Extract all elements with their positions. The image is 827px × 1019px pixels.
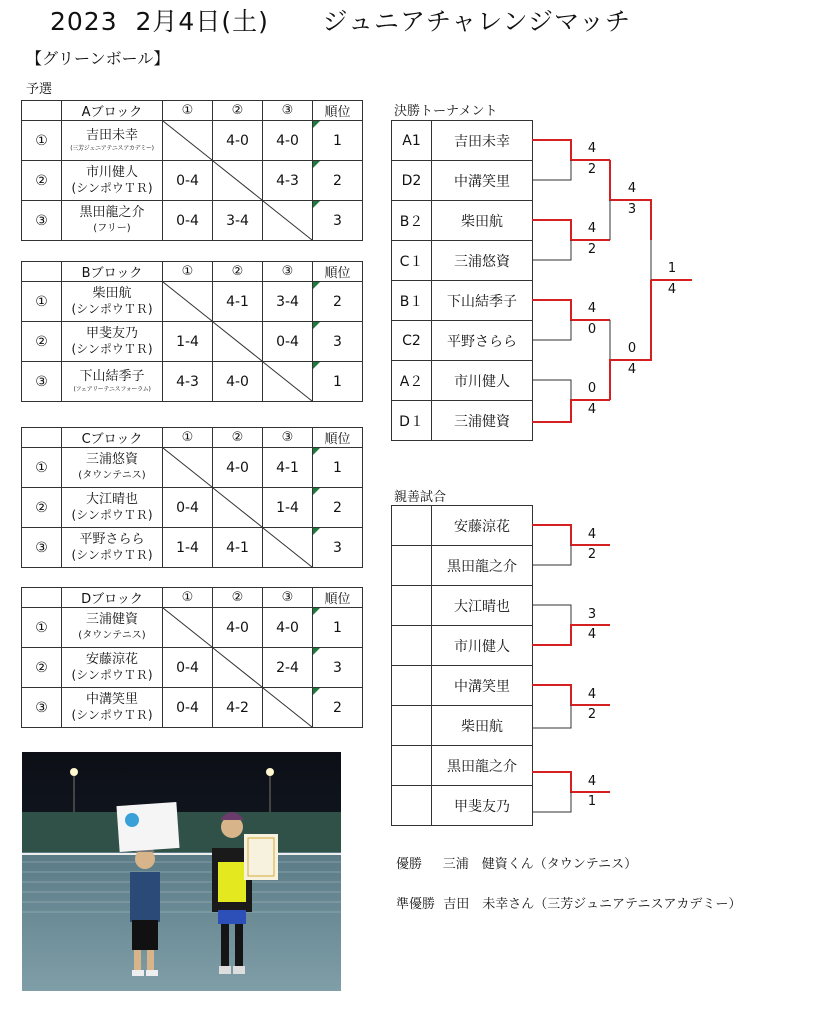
match-score: 0-4 xyxy=(163,161,213,201)
final-seed: B２ xyxy=(392,201,432,241)
winner-line xyxy=(396,853,637,872)
block-col-3: ③ xyxy=(263,262,313,282)
player-number: ③ xyxy=(22,362,62,402)
final-r1-m4-score-top: 0 xyxy=(587,381,597,396)
rank-value: 1 xyxy=(333,459,342,476)
player-affiliation: (フリー) xyxy=(93,223,131,234)
runner-up-label: 準優勝 xyxy=(396,897,436,912)
match-score: 4-1 xyxy=(213,282,263,322)
rank-value: 3 xyxy=(333,659,342,676)
block-col-1: ① xyxy=(163,428,213,448)
match-score: 1-4 xyxy=(163,322,213,362)
friendly-player: 中溝笑里 xyxy=(432,666,533,706)
match-score: 1-4 xyxy=(263,488,313,528)
friendly-m4-score-top: 4 xyxy=(587,774,597,789)
match-score: 4-0 xyxy=(263,121,313,161)
friendly-m2-score-top: 3 xyxy=(587,607,597,622)
match-score: 0-4 xyxy=(163,688,213,728)
friendly-player: 黒田龍之介 xyxy=(432,546,533,586)
friendly-player: 甲斐友乃 xyxy=(432,786,533,826)
rank-value: 1 xyxy=(333,619,342,636)
player-affiliation: (フェアリーテニスフォーラム) xyxy=(73,385,151,393)
player-name: 平野さらら xyxy=(79,532,145,547)
block-name: Bブロック xyxy=(62,262,163,282)
friendly-bracket xyxy=(532,525,610,812)
block-col-3: ③ xyxy=(263,428,313,448)
final-bracket xyxy=(532,140,692,422)
final-r1-m4-score-bottom: 4 xyxy=(587,402,597,417)
rank-value: 2 xyxy=(333,499,342,516)
prelim-label: 予選 xyxy=(26,82,53,97)
runner-up-line xyxy=(396,893,741,912)
final-seed: B１ xyxy=(392,281,432,321)
match-score: 3-4 xyxy=(213,201,263,241)
match-score: 4-0 xyxy=(213,362,263,402)
match-score: 0-4 xyxy=(163,648,213,688)
block-rank-header: 順位 xyxy=(313,101,363,121)
block-col-3: ③ xyxy=(263,588,313,608)
player-affiliation: (シンポウＴＲ) xyxy=(71,302,153,316)
final-r2-m1-score-bottom: 3 xyxy=(627,202,637,217)
player-number: ② xyxy=(22,488,62,528)
block-col-3: ③ xyxy=(263,101,313,121)
player-name: 市川健人 xyxy=(85,165,138,180)
player-number: ① xyxy=(22,608,62,648)
player-name: 吉田未幸 xyxy=(85,127,138,143)
final-player: 柴田航 xyxy=(432,201,533,241)
player-number: ③ xyxy=(22,688,62,728)
match-score: 4-0 xyxy=(263,608,313,648)
block-name: Dブロック xyxy=(62,588,163,608)
player-name: 中溝笑里 xyxy=(85,692,138,707)
final-r1-m2-score-top: 4 xyxy=(587,221,597,236)
match-score: 4-3 xyxy=(163,362,213,402)
player-affiliation: (三芳ジュニアテニスアカデミー) xyxy=(70,144,154,152)
winners-photo xyxy=(22,752,341,991)
friendly-player: 黒田龍之介 xyxy=(432,746,533,786)
runner-up-name: 吉田 未幸さん（三芳ジュニアテニスアカデミー） xyxy=(443,897,742,912)
player-number: ② xyxy=(22,322,62,362)
player-number: ① xyxy=(22,448,62,488)
player-affiliation: (タウンテニス) xyxy=(78,470,146,481)
player-name: 柴田航 xyxy=(92,286,132,301)
player-name: 甲斐友乃 xyxy=(85,326,138,341)
player-name: 三浦健資 xyxy=(85,612,138,627)
block-rank-header: 順位 xyxy=(313,588,363,608)
rank-value: 2 xyxy=(333,293,342,310)
block-col-2: ② xyxy=(213,428,263,448)
match-score: 4-1 xyxy=(263,448,313,488)
match-score: 4-3 xyxy=(263,161,313,201)
rank-value: 3 xyxy=(333,333,342,350)
player-affiliation: (シンポウＴＲ) xyxy=(71,708,153,722)
final-seed: C2 xyxy=(392,321,432,361)
final-player: 下山結季子 xyxy=(432,281,533,321)
final-r1-m3-score-bottom: 0 xyxy=(587,322,597,337)
friendly-label: 親善試合 xyxy=(394,490,447,505)
player-number: ③ xyxy=(22,201,62,241)
final-r1-m1-lose xyxy=(532,160,571,180)
final-player: 平野さらら xyxy=(432,321,533,361)
final-r1-m3-score-top: 4 xyxy=(587,301,597,316)
match-score: 4-1 xyxy=(213,528,263,568)
player-name: 大江晴也 xyxy=(85,492,138,507)
final-r2-m1 xyxy=(610,160,651,240)
friendly-m3-score-top: 4 xyxy=(587,687,597,702)
block-rank-header: 順位 xyxy=(313,262,363,282)
block-col-2: ② xyxy=(213,262,263,282)
player-affiliation: (シンポウＴＲ) xyxy=(71,508,153,522)
match-score: 0-4 xyxy=(163,201,213,241)
final-score-bottom: 4 xyxy=(667,282,677,297)
final-player: 中溝笑里 xyxy=(432,161,533,201)
player-name: 安藤涼花 xyxy=(85,652,138,667)
rank-value: 3 xyxy=(333,212,342,229)
block-col-2: ② xyxy=(213,588,263,608)
match-score: 2-4 xyxy=(263,648,313,688)
player-affiliation: (タウンテニス) xyxy=(78,630,146,641)
category-label: 【グリーンボール】 xyxy=(26,49,170,68)
block-name: Cブロック xyxy=(62,428,163,448)
friendly-m3-lose xyxy=(532,705,571,728)
final-score-top: 1 xyxy=(667,261,677,276)
winners-photo-drawing xyxy=(22,752,341,991)
rank-value: 2 xyxy=(333,699,342,716)
friendly-player: 安藤涼花 xyxy=(432,506,533,546)
final-label: 決勝トーナメント xyxy=(394,104,498,119)
final-player: 吉田未幸 xyxy=(432,121,533,161)
player-number: ② xyxy=(22,161,62,201)
player-number: ③ xyxy=(22,528,62,568)
block-col-1: ① xyxy=(163,262,213,282)
player-name: 三浦悠資 xyxy=(85,452,138,467)
friendly-m1-score-bottom: 2 xyxy=(587,547,597,562)
match-score: 4-0 xyxy=(213,121,263,161)
rank-value: 1 xyxy=(333,373,342,390)
match-score: 0-4 xyxy=(163,488,213,528)
rank-value: 2 xyxy=(333,172,342,189)
final-player: 三浦健資 xyxy=(432,401,533,441)
friendly-m2-score-bottom: 4 xyxy=(587,627,597,642)
friendly-m3-score-bottom: 2 xyxy=(587,707,597,722)
block-rank-header: 順位 xyxy=(313,428,363,448)
friendly-m4-score-bottom: 1 xyxy=(587,794,597,809)
player-number: ② xyxy=(22,648,62,688)
match-score: 4-2 xyxy=(213,688,263,728)
block-name: Aブロック xyxy=(62,101,163,121)
final-r1-m4-lose xyxy=(532,380,571,400)
match-score: 4-0 xyxy=(213,448,263,488)
friendly-player: 市川健人 xyxy=(432,626,533,666)
player-number: ① xyxy=(22,282,62,322)
block-col-2: ② xyxy=(213,101,263,121)
match-score: 1-4 xyxy=(163,528,213,568)
final-player: 三浦悠資 xyxy=(432,241,533,281)
player-affiliation: (シンポウＴＲ) xyxy=(71,668,153,682)
player-number: ① xyxy=(22,121,62,161)
winner-name: 三浦 健資くん（タウンテニス） xyxy=(442,857,638,872)
rank-value: 1 xyxy=(333,132,342,149)
friendly-m4-lose xyxy=(532,792,571,812)
match-score: 0-4 xyxy=(263,322,313,362)
friendly-player: 大江晴也 xyxy=(432,586,533,626)
friendly-m1-lose xyxy=(532,545,571,565)
final-r1-m2-lose xyxy=(532,240,571,260)
final-r1-m1-score-top: 4 xyxy=(587,141,597,156)
final-r1-m2-score-bottom: 2 xyxy=(587,242,597,257)
final-seed: A２ xyxy=(392,361,432,401)
match-score: 3-4 xyxy=(263,282,313,322)
final-seed: A1 xyxy=(392,121,432,161)
winner-label: 優勝 xyxy=(396,857,423,872)
final-r2-m2-score-top: 0 xyxy=(627,341,637,356)
friendly-player: 柴田航 xyxy=(432,706,533,746)
final-r2-m2-score-bottom: 4 xyxy=(627,362,637,377)
block-col-1: ① xyxy=(163,588,213,608)
final-r1-m3-lose xyxy=(532,320,571,340)
friendly-m2-lose xyxy=(532,605,571,625)
final-r2-m2 xyxy=(610,280,651,400)
friendly-m1-score-top: 4 xyxy=(587,527,597,542)
final-player: 市川健人 xyxy=(432,361,533,401)
rank-value: 3 xyxy=(333,539,342,556)
player-affiliation: (シンポウＴＲ) xyxy=(71,342,153,356)
final-seed: D１ xyxy=(392,401,432,441)
player-name: 黒田龍之介 xyxy=(79,205,145,220)
match-score: 4-0 xyxy=(213,608,263,648)
final-seed: C１ xyxy=(392,241,432,281)
page-title: 2023 2月4日(土) ジュニアチャレンジマッチ xyxy=(50,7,632,36)
player-name: 下山結季子 xyxy=(79,368,145,384)
block-col-1: ① xyxy=(163,101,213,121)
final-seed: D2 xyxy=(392,161,432,201)
player-affiliation: (シンポウＴＲ) xyxy=(71,181,153,195)
final-r2-m1-score-top: 4 xyxy=(627,181,637,196)
final-r1-m1-score-bottom: 2 xyxy=(587,162,597,177)
player-affiliation: (シンポウＴＲ) xyxy=(71,548,153,562)
